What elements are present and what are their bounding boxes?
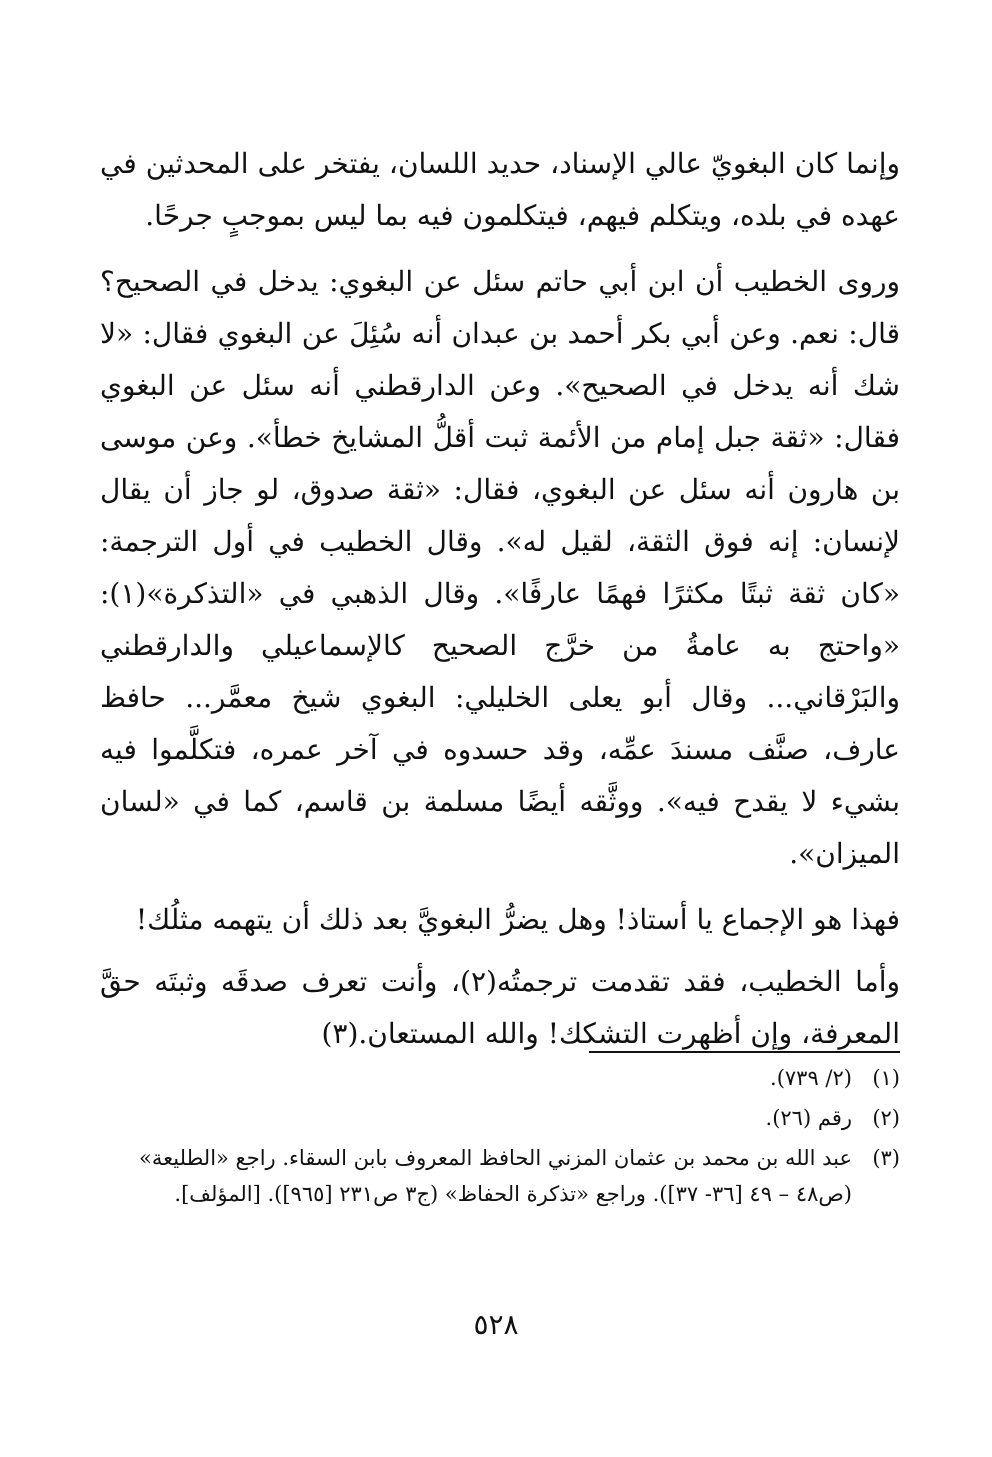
footnote-text: رقم (٢٦). — [765, 1106, 852, 1130]
paragraph-2: وروى الخطيب أن ابن أبي حاتم سئل عن البغوي: يدخل في الصحيح؟ قال: نعم. وعن أبي بكر أحمد بن عبدان أنه سُئِلَ عن البغوي فقال: «لا شك أنه يدخل في الصحيح». وعن الدارقطني أنه سئل عن البغوي فقال: «ثقة جبل إمام من الأئمة ثبت أقلُّ المشايخ خطأ». وعن موسى بن هارون أنه سئل عن البغوي، فقال: «ثقة صدوق، لو جاز أن يقال لإنسان: إنه فوق الثقة، لقيل له». وقال الخطيب في أول الترجمة: «كان ثقة ثبتًا مكثرًا فهمًا عارفًا». وقال الذهبي في «التذكرة»(١): «واحتج به عامةُ من خرَّج الصحيح كالإسماعيلي والدارقطني والبَرْقاني... وقال أبو يعلى الخليلي: البغوي شيخ معمَّر... حافظ عارف، صنَّف مسندَ عمِّه، وقد حسدوه في آخر عمره، فتكلَّموا فيه بشيء لا يقدح فيه». ووثَّقه أيضًا مسلمة بن قاسم، كما في «لسان الميزان». — [100, 265, 900, 870]
footnote-number: (١) — [872, 1066, 900, 1090]
footnote-2 — [92, 1100, 900, 1136]
footnote-1 — [92, 1060, 900, 1096]
footnotes — [92, 1060, 900, 1216]
paragraph-1: وإنما كان البغويّ عالي الإسناد، حديد اللسان، يفتخر على المحدثين في عهده في بلده، ويتكلم فيهم، فيتكلمون فيه بما ليس بموجبٍ جرحًا. — [100, 147, 900, 232]
main-text — [100, 138, 900, 1074]
footnote-number: (٣) — [872, 1146, 900, 1170]
paragraph-4: وأما الخطيب، فقد تقدمت ترجمتُه(٢)، وأنت تعرف صدقَه وثبتَه حقَّ المعرفة، وإن أظهرت التشكك! والله المستعان.(٣) — [100, 965, 900, 1050]
footnote-divider — [589, 1051, 900, 1053]
paragraph-3: فهذا هو الإجماع يا أستاذ! وهل يضرُّ البغويَّ بعد ذلك أن يتهمه مثلُك! — [135, 903, 900, 936]
footnote-number: (٢) — [872, 1106, 900, 1130]
footnote-text: عبد الله بن محمد بن عثمان المزني الحافظ المعروف بابن السقاء. راجع «الطليعة» (ص٤٨ – ٤٩ [٣٦- ٣٧]). وراجع «تذكرة الحفاظ» (ج٣ ص٢٣١ [٩٦٥]). [المؤلف]. — [139, 1146, 852, 1206]
footnote-text: (٢/ ٧٣٩). — [770, 1066, 852, 1090]
footnote-3 — [92, 1140, 900, 1212]
page-number: ٥٢٨ — [473, 1308, 519, 1341]
